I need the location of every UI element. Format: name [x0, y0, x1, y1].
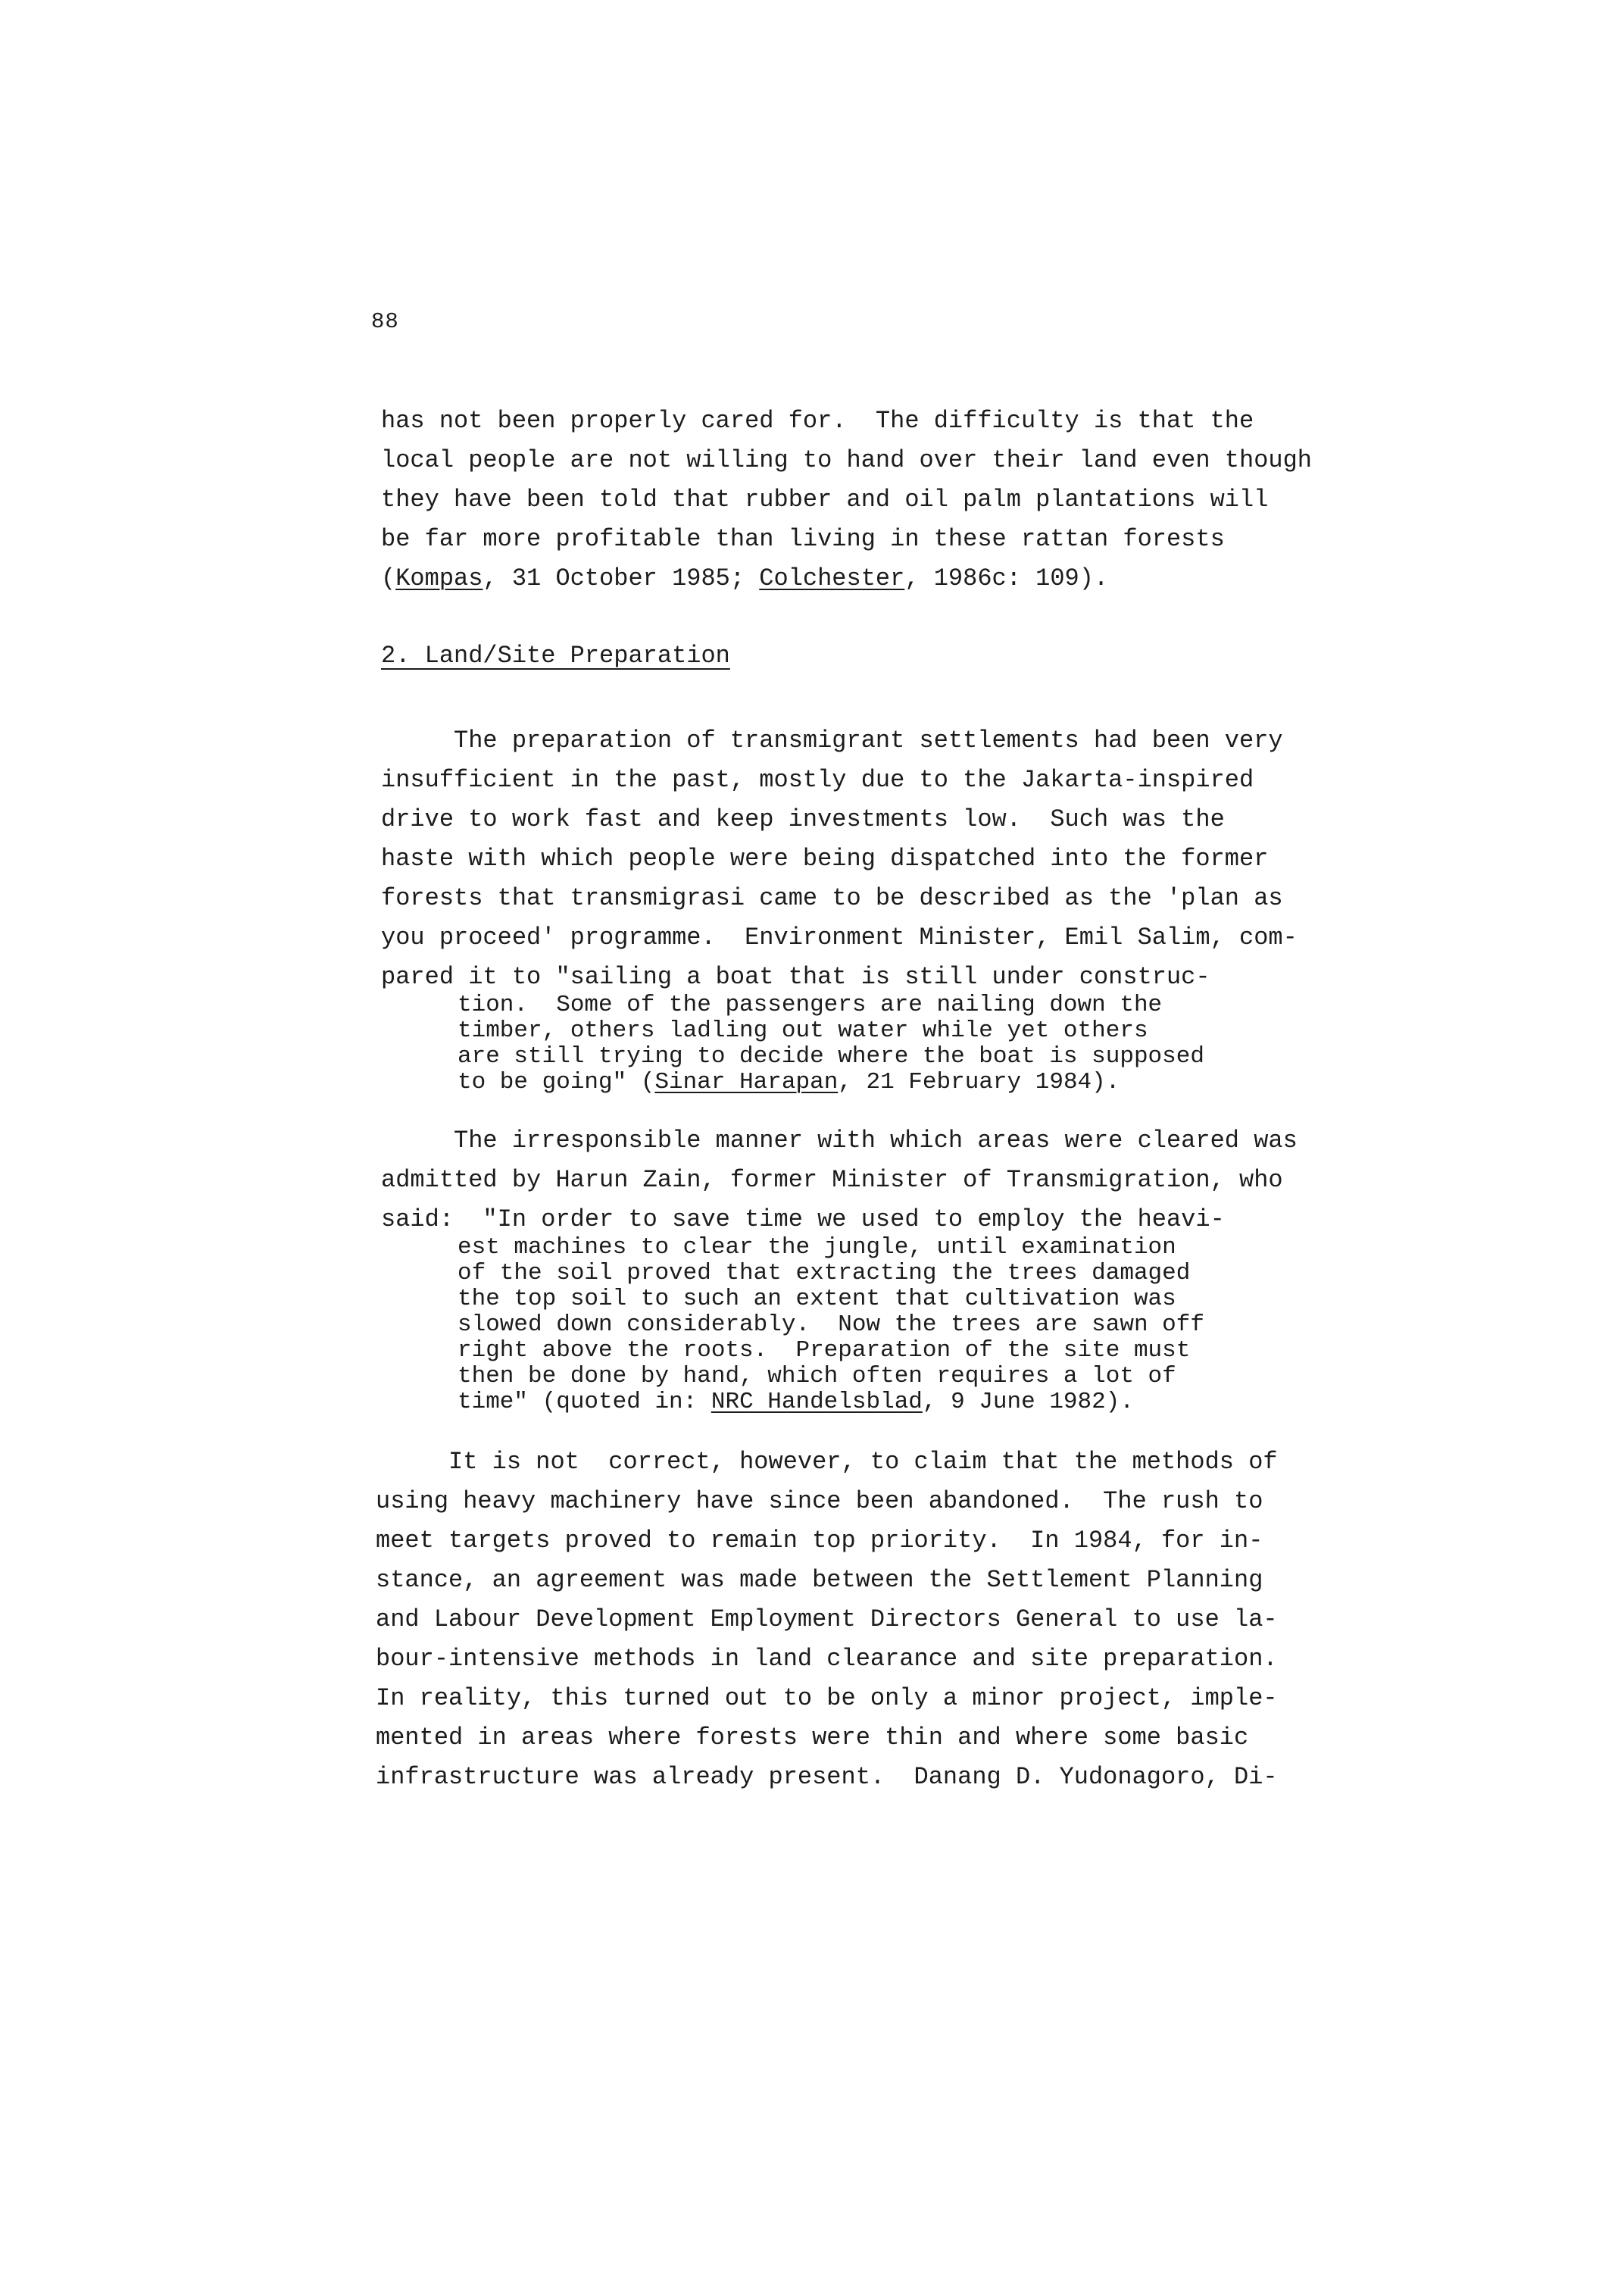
paragraph-4-line-7: In reality, this turned out to be only a minor project, imple-	[376, 1684, 1278, 1712]
text-fragment: to be going" (	[458, 1069, 655, 1095]
paragraph-3-line-2: admitted by Harun Zain, former Minister of Transmigration, who	[381, 1166, 1283, 1194]
citation-colchester: Colchester	[759, 564, 905, 592]
quote-1-line-3: are still trying to decide where the boat is supposed	[458, 1043, 1204, 1070]
quote-2-line-3: the top soil to such an extent that cultivation was	[458, 1286, 1176, 1312]
paragraph-1-line-5	[381, 564, 1108, 594]
quote-1-line-1: tion. Some of the passengers are nailing down the	[458, 992, 1163, 1018]
paragraph-4-line-8: mented in areas where forests were thin and where some basic	[376, 1724, 1249, 1752]
paragraph-4-line-3: meet targets proved to remain top priority. In 1984, for in-	[376, 1527, 1263, 1555]
paragraph-1-line-4: be far more profitable than living in these rattan forests	[381, 525, 1225, 553]
paragraph-4-line-2: using heavy machinery have since been abandoned. The rush to	[376, 1487, 1263, 1515]
paragraph-2-line-1: The preparation of transmigrant settlements had been very	[381, 727, 1283, 755]
paragraph-3-line-3: said: "In order to save time we used to employ the heavi-	[381, 1205, 1225, 1233]
paragraph-4-line-1: It is not correct, however, to claim that the methods of	[376, 1448, 1278, 1476]
paragraph-2-line-3: drive to work fast and keep investments low. Such was the	[381, 805, 1225, 833]
paragraph-2-line-4: haste with which people were being dispatched into the former	[381, 845, 1269, 873]
paragraph-1-line-3: they have been told that rubber and oil palm plantations will	[381, 486, 1269, 514]
text-fragment: , 31 October 1985;	[483, 564, 760, 592]
text-fragment: , 21 February 1984).	[838, 1069, 1120, 1095]
quote-2-line-7	[458, 1389, 1134, 1415]
quote-1-line-4	[458, 1070, 1120, 1095]
paragraph-2-line-2: insufficient in the past, mostly due to the Jakarta-inspired	[381, 766, 1254, 794]
text-fragment: , 1986c: 109).	[904, 564, 1109, 592]
paragraph-2-line-6: you proceed' programme. Environment Minister, Emil Salim, com-	[381, 924, 1298, 952]
paragraph-1-line-2: local people are not willing to hand over their land even though	[381, 446, 1312, 474]
page-number: 88	[371, 309, 399, 334]
section-heading: 2. Land/Site Preparation	[381, 642, 730, 670]
paragraph-4-line-9: infrastructure was already present. Danang D. Yudonagoro, Di-	[376, 1763, 1278, 1791]
quote-2-line-4: slowed down considerably. Now the trees are sawn off	[458, 1311, 1204, 1338]
citation-nrc-handelsblad: NRC Handelsblad	[710, 1389, 923, 1415]
citation-sinar-harapan: Sinar Harapan	[654, 1069, 839, 1095]
paragraph-4-line-5: and Labour Development Employment Directors General to use la-	[376, 1605, 1278, 1633]
citation-kompas: Kompas	[395, 564, 483, 592]
quote-2-line-5: right above the roots. Preparation of the site must	[458, 1337, 1191, 1364]
paragraph-4-line-6: bour-intensive methods in land clearance and site preparation.	[376, 1645, 1278, 1673]
quote-2-line-1: est machines to clear the jungle, until examination	[458, 1234, 1176, 1261]
paragraph-4-line-4: stance, an agreement was made between the Settlement Planning	[376, 1566, 1263, 1594]
quote-2-line-6: then be done by hand, which often requires a lot of	[458, 1363, 1176, 1389]
text-fragment: , 9 June 1982).	[922, 1389, 1134, 1415]
quote-2-line-2: of the soil proved that extracting the trees damaged	[458, 1260, 1191, 1286]
paragraph-3-line-1: The irresponsible manner with which areas were cleared was	[381, 1127, 1298, 1155]
quote-1-line-2: timber, others ladling out water while yet others	[458, 1017, 1148, 1044]
paragraph-1-line-1: has not been properly cared for. The difficulty is that the	[381, 407, 1254, 435]
text-fragment: (	[381, 564, 396, 592]
paragraph-2-line-5: forests that transmigrasi came to be described as the 'plan as	[381, 884, 1283, 912]
text-fragment: time" (quoted in:	[458, 1389, 711, 1415]
paragraph-2-line-7: pared it to "sailing a boat that is still under construc-	[381, 963, 1210, 991]
